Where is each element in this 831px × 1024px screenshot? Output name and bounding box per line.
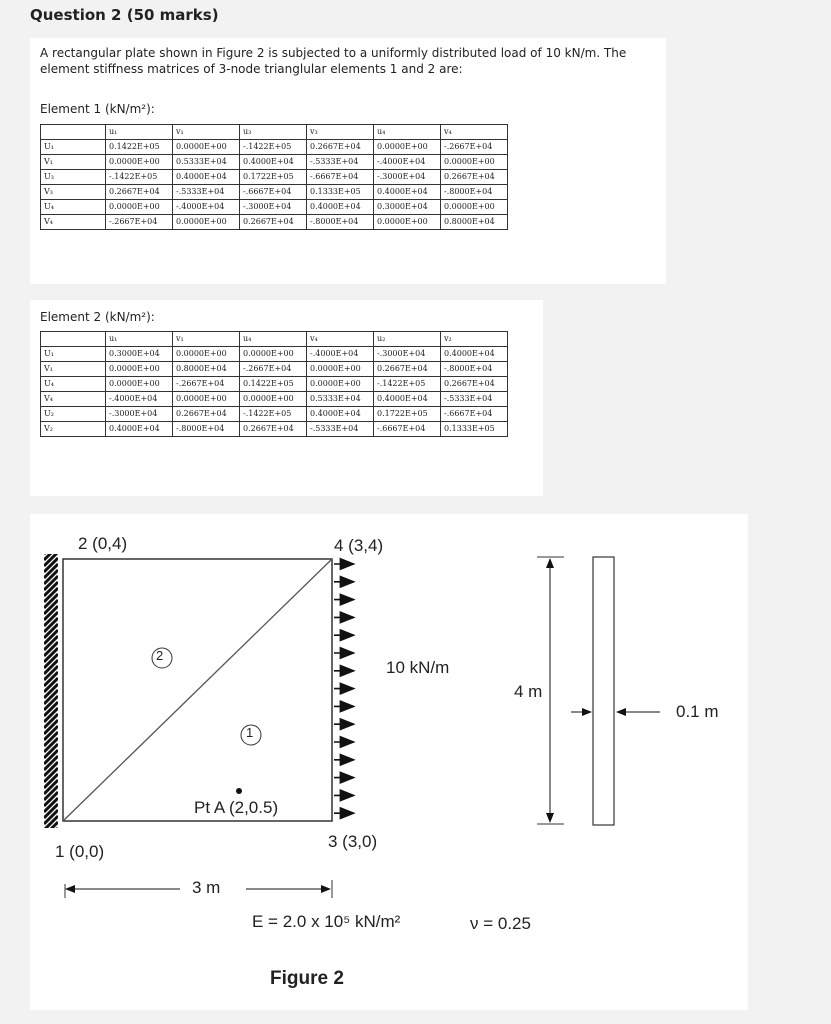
matrix-cell: 0.0000E+00	[106, 362, 173, 377]
table-row	[41, 377, 508, 392]
matrix-cell: 0.2667E+04	[441, 377, 508, 392]
modulus-label: E = 2.0 x 10⁵ kN/m²	[252, 912, 401, 931]
column-header: v₄	[307, 332, 374, 347]
point-a-label: Pt A (2,0.5)	[194, 798, 279, 817]
matrix-cell: -.4000E+04	[307, 347, 374, 362]
element1-card	[30, 38, 666, 284]
matrix-cell: -.2667E+04	[106, 215, 173, 230]
matrix-cell: 0.4000E+04	[374, 392, 441, 407]
row-header: V₂	[41, 422, 106, 437]
corner-cell	[41, 332, 106, 347]
element2-label: Element 2 (kN/m²):	[40, 310, 155, 324]
row-header: V₄	[41, 215, 106, 230]
element-diagonal	[63, 559, 332, 821]
distributed-load-arrows	[334, 564, 354, 813]
matrix-cell: 0.0000E+00	[106, 155, 173, 170]
corner-cell	[41, 125, 106, 140]
matrix-cell: -.4000E+04	[106, 392, 173, 407]
matrix-cell: 0.0000E+00	[307, 377, 374, 392]
node2-label: 2 (0,4)	[78, 534, 128, 553]
matrix-cell: 0.1422E+05	[240, 377, 307, 392]
matrix-cell: -.6667E+04	[240, 185, 307, 200]
matrix-cell: 0.4000E+04	[374, 185, 441, 200]
matrix-cell: 0.1722E+05	[240, 170, 307, 185]
column-header: v₂	[441, 332, 508, 347]
matrix-cell: -.2667E+04	[441, 140, 508, 155]
matrix-cell: 0.4000E+04	[173, 170, 240, 185]
matrix-cell: 0.1333E+05	[441, 422, 508, 437]
table-row	[41, 155, 508, 170]
matrix-cell: 0.2667E+04	[173, 407, 240, 422]
matrix-cell: -.5333E+04	[173, 185, 240, 200]
matrix-cell: 0.4000E+04	[240, 155, 307, 170]
figure-caption: Figure 2	[270, 968, 344, 989]
matrix-cell: 0.1333E+05	[307, 185, 374, 200]
matrix-cell: 0.3000E+04	[106, 347, 173, 362]
matrix-cell: 0.4000E+04	[106, 422, 173, 437]
table-row	[41, 200, 508, 215]
matrix-cell: 0.1422E+05	[106, 140, 173, 155]
matrix-cell: -.6667E+04	[307, 170, 374, 185]
row-header: V₄	[41, 392, 106, 407]
matrix-cell: -.1422E+05	[106, 170, 173, 185]
table-row	[41, 392, 508, 407]
matrix-cell: -.1422E+05	[240, 140, 307, 155]
matrix-cell: 0.3000E+04	[374, 200, 441, 215]
row-header: U₄	[41, 200, 106, 215]
matrix-cell: 0.0000E+00	[173, 215, 240, 230]
matrix-cell: 0.2667E+04	[441, 170, 508, 185]
element1-label: Element 1 (kN/m²):	[40, 102, 155, 116]
column-header: u₂	[374, 332, 441, 347]
matrix-cell: -.6667E+04	[441, 407, 508, 422]
width-dim-label: 3 m	[192, 878, 221, 897]
matrix-cell: -.8000E+04	[307, 215, 374, 230]
column-header: u₃	[240, 125, 307, 140]
matrix-cell: 0.1722E+05	[374, 407, 441, 422]
node3-label: 3 (3,0)	[328, 832, 378, 851]
table-row	[41, 407, 508, 422]
column-header: v₄	[441, 125, 508, 140]
row-header: U₃	[41, 170, 106, 185]
matrix-cell: 0.0000E+00	[240, 392, 307, 407]
column-header: u₄	[240, 332, 307, 347]
matrix-cell: 0.2667E+04	[106, 185, 173, 200]
matrix-cell: 0.0000E+00	[106, 377, 173, 392]
column-header: v₁	[173, 125, 240, 140]
hatch-line	[44, 540, 58, 554]
matrix-cell: -.4000E+04	[374, 155, 441, 170]
matrix-cell: -.1422E+05	[240, 407, 307, 422]
matrix-cell: -.5333E+04	[307, 422, 374, 437]
matrix-cell: 0.0000E+00	[441, 155, 508, 170]
row-header: V₁	[41, 155, 106, 170]
intro-text: A rectangular plate shown in Figure 2 is subjected to a uniformly distributed load of 10 kN/m. The element stiffness matrices of 3-node trianglular elements 1 and 2 are:	[40, 46, 627, 76]
table-row	[41, 362, 508, 377]
table-row	[41, 215, 508, 230]
matrix-cell: -.3000E+04	[374, 170, 441, 185]
matrix-cell: -.8000E+04	[441, 362, 508, 377]
matrix-cell: -.5333E+04	[441, 392, 508, 407]
row-header: U₁	[41, 140, 106, 155]
table-row	[41, 140, 508, 155]
matrix-cell: -.4000E+04	[173, 200, 240, 215]
question-title: Question 2 (50 marks)	[30, 6, 219, 24]
element1-stiffness-table	[40, 124, 508, 230]
element2-stiffness-table	[40, 331, 508, 437]
matrix-cell: 0.4000E+04	[441, 347, 508, 362]
matrix-cell: -.8000E+04	[173, 422, 240, 437]
matrix-cell: -.6667E+04	[374, 422, 441, 437]
column-header: u₁	[106, 125, 173, 140]
table-row	[41, 422, 508, 437]
matrix-cell: 0.4000E+04	[307, 407, 374, 422]
column-header: v₃	[307, 125, 374, 140]
matrix-cell: 0.2667E+04	[374, 362, 441, 377]
figure-card	[30, 514, 748, 1010]
matrix-cell: -.2667E+04	[173, 377, 240, 392]
row-header: V₃	[41, 185, 106, 200]
table-row	[41, 185, 508, 200]
matrix-cell: 0.4000E+04	[307, 200, 374, 215]
matrix-cell: 0.0000E+00	[173, 140, 240, 155]
thickness-dim-label: 0.1 m	[676, 702, 719, 721]
matrix-cell: 0.0000E+00	[240, 347, 307, 362]
matrix-cell: -.3000E+04	[240, 200, 307, 215]
matrix-cell: 0.8000E+04	[173, 362, 240, 377]
matrix-cell: 0.0000E+00	[307, 362, 374, 377]
matrix-cell: 0.5333E+04	[173, 155, 240, 170]
matrix-cell: -.3000E+04	[374, 347, 441, 362]
row-header: U₁	[41, 347, 106, 362]
height-dim-label: 4 m	[514, 682, 543, 701]
matrix-cell: 0.2667E+04	[240, 422, 307, 437]
plate-figure	[30, 514, 748, 1010]
node1-label: 1 (0,0)	[55, 842, 105, 861]
matrix-cell: 0.5333E+04	[307, 392, 374, 407]
matrix-cell: 0.0000E+00	[441, 200, 508, 215]
matrix-cell: 0.2667E+04	[240, 215, 307, 230]
fixed-support-hatching	[44, 534, 58, 866]
column-header: u₁	[106, 332, 173, 347]
matrix-cell: 0.2667E+04	[307, 140, 374, 155]
matrix-cell: 0.0000E+00	[374, 215, 441, 230]
node4-label: 4 (3,4)	[334, 536, 384, 555]
matrix-cell: -.5333E+04	[307, 155, 374, 170]
column-header-row	[41, 125, 508, 140]
column-header: v₁	[173, 332, 240, 347]
row-header: U₂	[41, 407, 106, 422]
element2-number: 2	[156, 648, 164, 663]
element2-card	[30, 300, 543, 496]
matrix-cell: -.2667E+04	[240, 362, 307, 377]
column-header: u₄	[374, 125, 441, 140]
row-header: U₄	[41, 377, 106, 392]
matrix-cell: 0.0000E+00	[173, 392, 240, 407]
matrix-cell: -.8000E+04	[441, 185, 508, 200]
table-row	[41, 170, 508, 185]
matrix-cell: 0.8000E+04	[441, 215, 508, 230]
matrix-cell: 0.0000E+00	[374, 140, 441, 155]
plate-side-view	[593, 557, 614, 825]
matrix-cell: -.1422E+05	[374, 377, 441, 392]
matrix-cell: 0.0000E+00	[106, 200, 173, 215]
matrix-cell: 0.0000E+00	[173, 347, 240, 362]
column-header-row	[41, 332, 508, 347]
poisson-label: ν = 0.25	[470, 914, 531, 933]
hatch-line	[44, 828, 58, 842]
hatch-line	[44, 534, 58, 548]
matrix-cell: -.3000E+04	[106, 407, 173, 422]
point-a-marker	[236, 788, 242, 794]
row-header: V₁	[41, 362, 106, 377]
table-row	[41, 347, 508, 362]
element1-number: 1	[246, 725, 254, 740]
load-label: 10 kN/m	[386, 658, 450, 677]
